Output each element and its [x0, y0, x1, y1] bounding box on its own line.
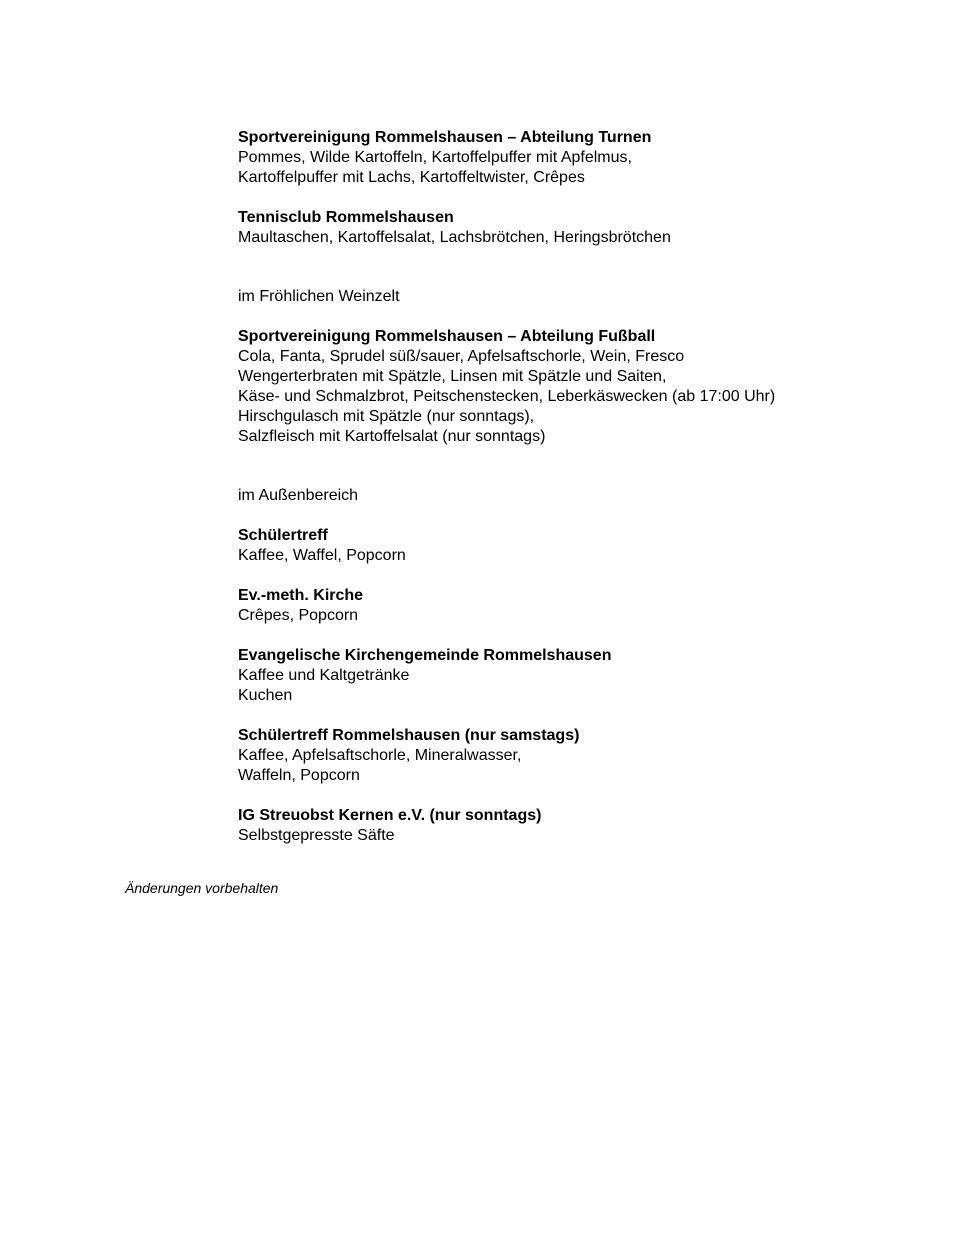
vendor-offer-line: Salzfleisch mit Kartoffelsalat (nur sonntags): [238, 428, 546, 445]
vendor-offer-line: Kuchen: [238, 687, 293, 704]
vendor-name: Sportvereinigung Rommelshausen – Abteilung Turnen: [238, 129, 652, 146]
vendor-name: IG Streuobst Kernen e.V. (nur sonntags): [238, 807, 542, 824]
location-heading-aussen: im Außenbereich: [238, 487, 359, 504]
vendor-offer-line: Käse- und Schmalzbrot, Peitschenstecken, Leberkäswecken (ab 17:00 Uhr): [238, 388, 776, 405]
vendor-offer-line: Kaffee, Apfelsaftschorle, Mineralwasser,: [238, 747, 522, 764]
vendor-name: Schülertreff: [238, 527, 328, 544]
vendor-offer-line: Cola, Fanta, Sprudel süß/sauer, Apfelsaftschorle, Wein, Fresco: [238, 348, 685, 365]
vendor-block: [238, 208, 938, 248]
vendor-block: [238, 128, 938, 188]
vendor-block: [238, 586, 938, 626]
vendor-offer-line: Selbstgepresste Säfte: [238, 827, 395, 844]
vendor-offer-line: Crêpes, Popcorn: [238, 607, 359, 624]
vendor-block: [238, 526, 938, 566]
document-body: [238, 128, 938, 866]
vendor-block: [238, 726, 938, 786]
vendor-offer-line: Kaffee, Waffel, Popcorn: [238, 547, 406, 564]
vendor-block: [238, 806, 938, 846]
footer-note: Änderungen vorbehalten: [125, 880, 279, 896]
vendor-offer-line: Maultaschen, Kartoffelsalat, Lachsbrötchen, Heringsbrötchen: [238, 229, 671, 246]
vendor-block: [238, 646, 938, 706]
vendor-name: Evangelische Kirchengemeinde Rommelshausen: [238, 647, 612, 664]
vendor-offer-line: Waffeln, Popcorn: [238, 767, 360, 784]
vendor-offer-line: Pommes, Wilde Kartoffeln, Kartoffelpuffer mit Apfelmus,: [238, 149, 632, 166]
vendor-name: Ev.-meth. Kirche: [238, 587, 364, 604]
vendor-offer-line: Kartoffelpuffer mit Lachs, Kartoffeltwister, Crêpes: [238, 169, 585, 186]
vendor-name: Sportvereinigung Rommelshausen – Abteilung Fußball: [238, 328, 656, 345]
vendor-name: Tennisclub Rommelshausen: [238, 209, 454, 226]
vendor-offer-line: Kaffee und Kaltgetränke: [238, 667, 410, 684]
vendor-offer-line: Hirschgulasch mit Spätzle (nur sonntags),: [238, 408, 535, 425]
location-heading-weinzelt: im Fröhlichen Weinzelt: [238, 288, 400, 305]
vendor-name: Schülertreff Rommelshausen (nur samstags): [238, 727, 580, 744]
vendor-block: [238, 327, 938, 447]
vendor-offer-line: Wengerterbraten mit Spätzle, Linsen mit Spätzle und Saiten,: [238, 368, 667, 385]
